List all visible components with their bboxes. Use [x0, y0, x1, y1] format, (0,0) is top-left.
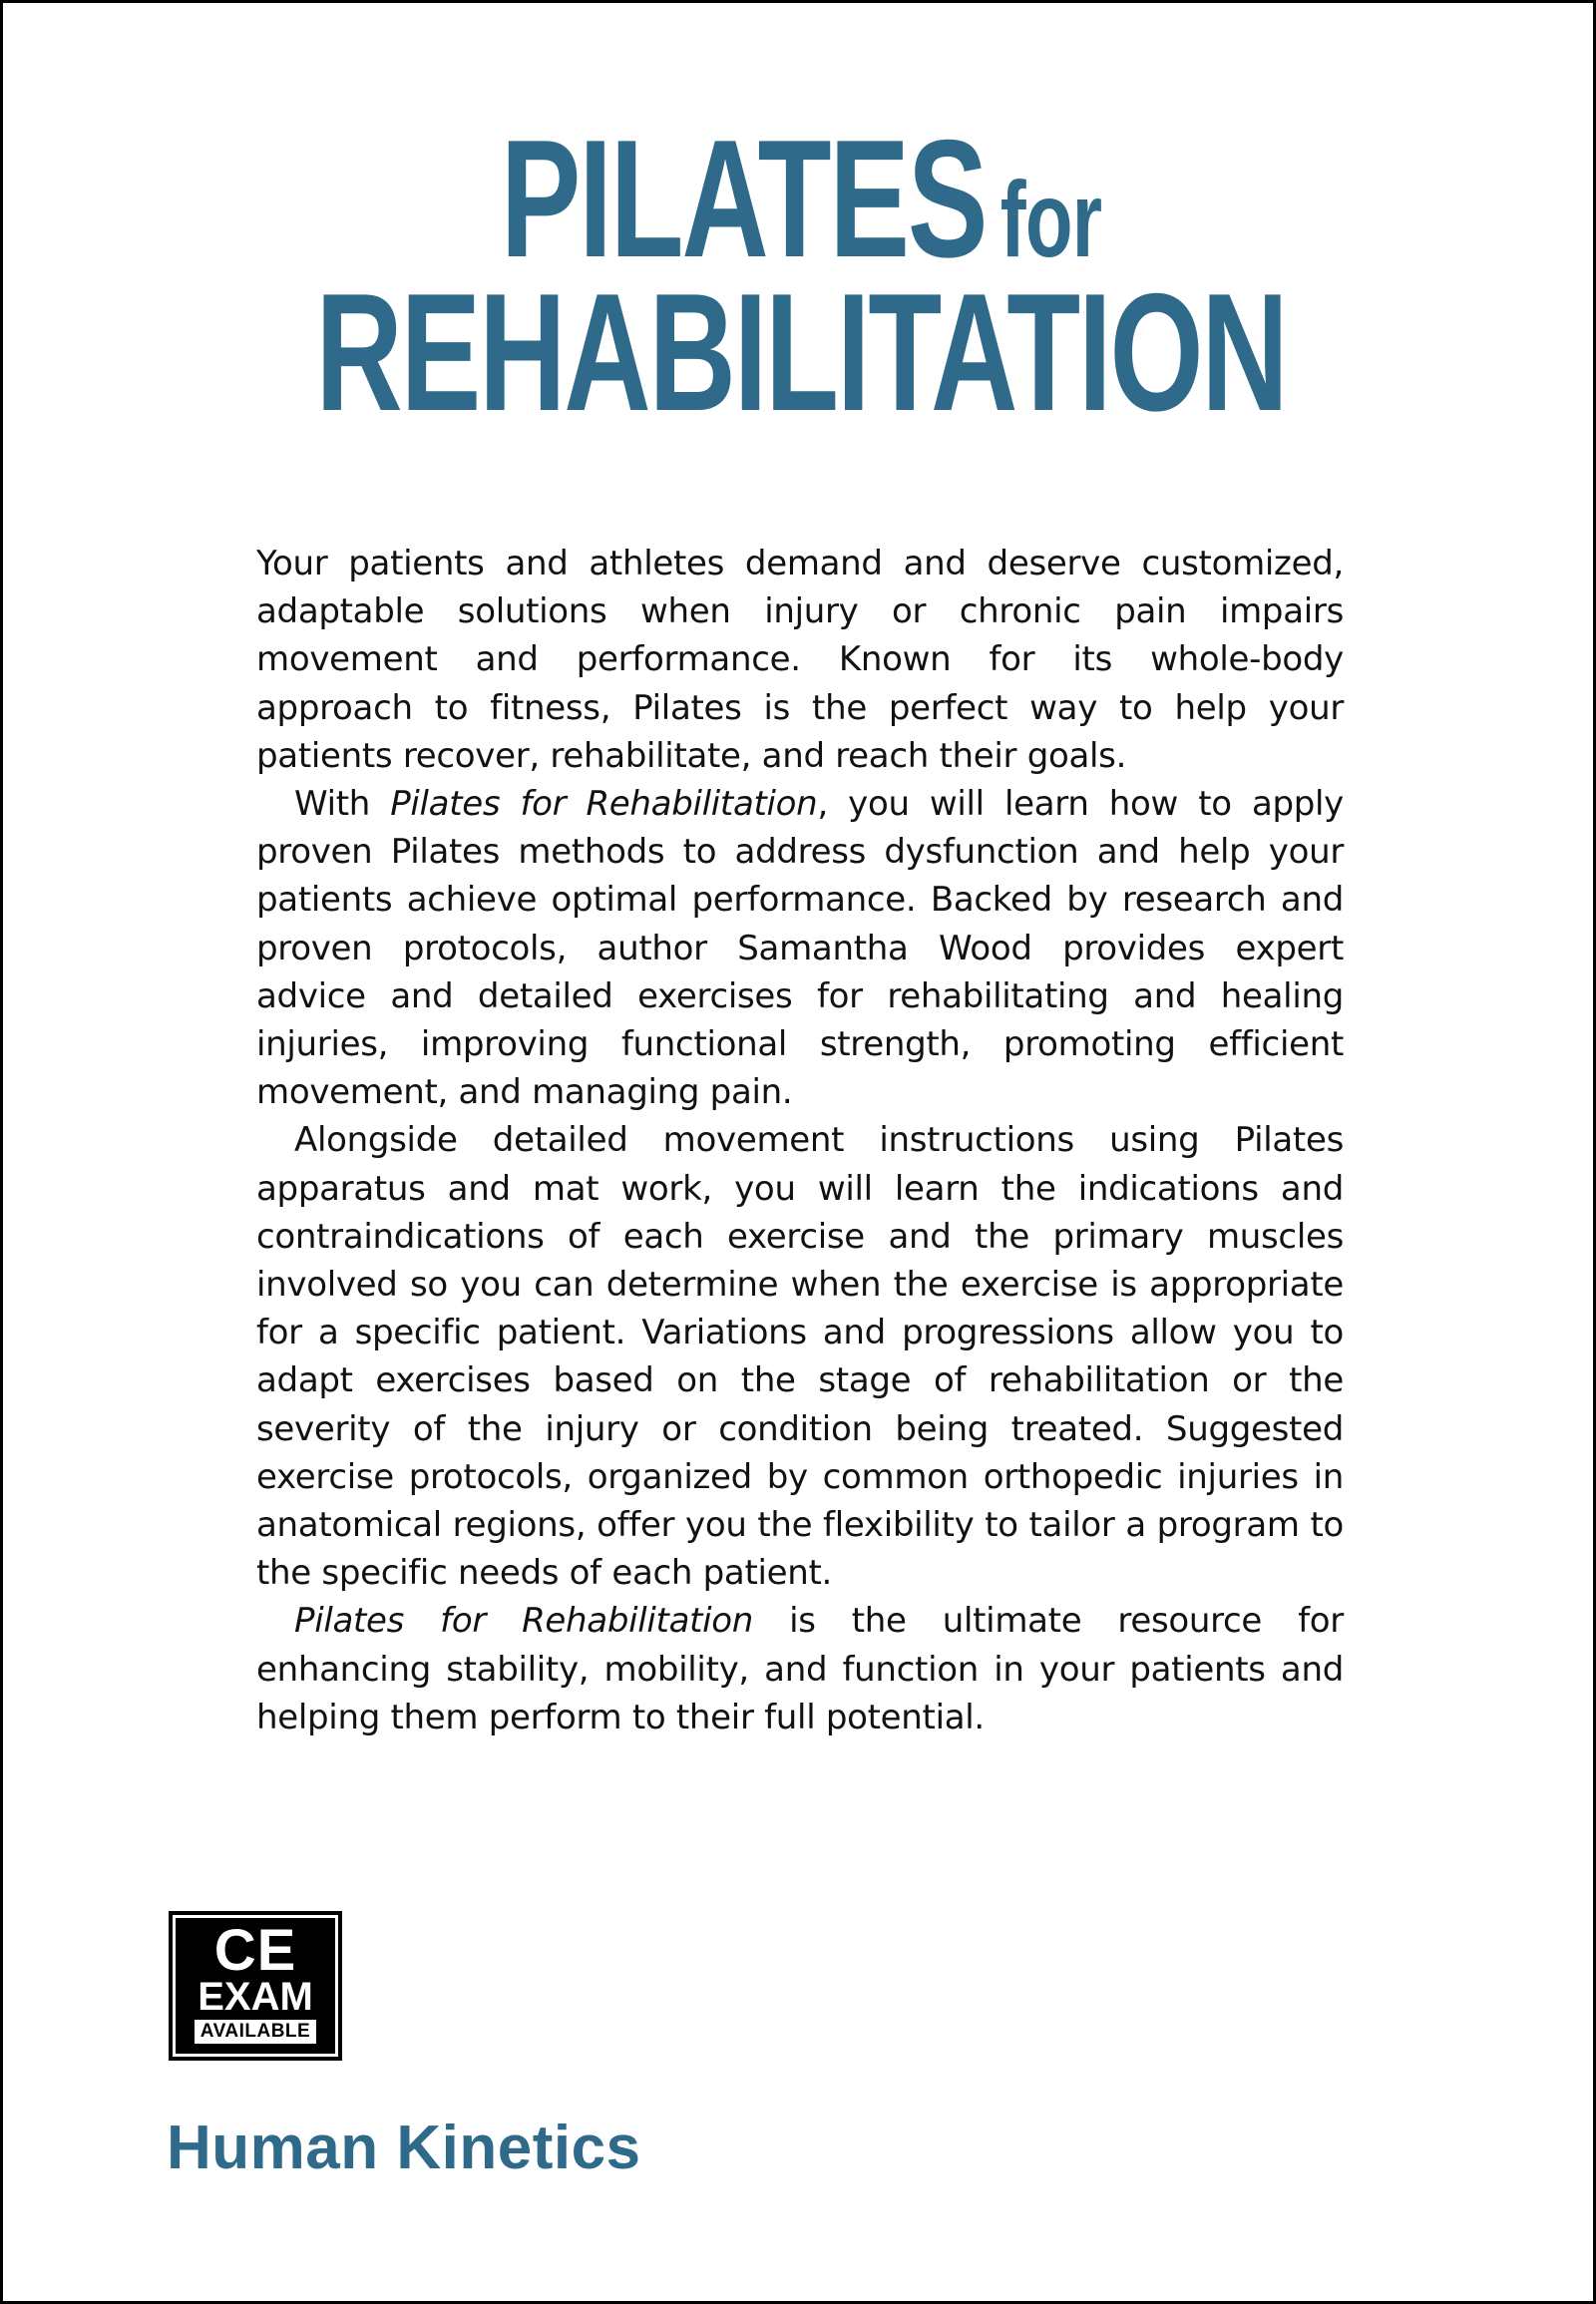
- title-pilates: PILATES: [500, 105, 987, 292]
- description-paragraph-4: [256, 1597, 1344, 1741]
- ce-exam-badge: [169, 1911, 342, 2061]
- title-for: for: [999, 159, 1102, 279]
- description-p2-start: With: [294, 784, 391, 825]
- badge-ce-text: CE: [213, 1918, 297, 1983]
- badge-exam-text: EXAM: [198, 1975, 313, 2019]
- publisher-logo: Human Kinetics: [167, 2113, 641, 2182]
- ce-exam-badge-inner: [173, 1915, 338, 2057]
- description-p2-book-title: Pilates for Rehabilitation: [390, 784, 818, 825]
- description-p4-rest: is the ultimate resource for enhancing stability, mobility, and function in your patients and helping them perform to their full potential.: [256, 1601, 1344, 1737]
- description-paragraph-1: Your patients and athletes demand and deserve customized, adaptable solutions when injury or chronic pain impairs movement and performance. Known for its whole-body approach to fitness, Pilates is the perfect way to help your patients recover, rehabilitate, and reach their goals.: [256, 544, 1344, 776]
- description-paragraph-3: Alongside detailed movement instructions using Pilates apparatus and mat work, you will learn the indications and contraindications of each exercise and the primary muscles involved so you can determine when the exercise is appropriate for a specific patient. Variations and progressions allow you to adapt exercises based on the stage of rehabilitation or the severity of the injury or condition being treated. Suggested exercise protocols, organized by common orthopedic injuries in anatomical regions, offer you the flexibility to tailor a program to the specific needs of each patient.: [256, 1120, 1344, 1594]
- description-p2-rest: , you will learn how to apply proven Pilates methods to address dysfunction and help your patients achieve optimal performance. Backed by research and proven protocols, author Samantha Wood provides expert advice and detailed exercises for rehabilitating and healing injuries, improving functional strength, promoting efficient movement, and managing pain.: [256, 784, 1345, 1113]
- description-paragraph-2: [256, 780, 1344, 1116]
- description-p4-book-title: Pilates for Rehabilitation: [294, 1601, 754, 1642]
- book-title-line-2: REHABILITATION: [315, 258, 1287, 446]
- badge-available-text: AVAILABLE: [195, 2020, 316, 2044]
- book-title-line-1: [226, 105, 1376, 292]
- book-description: [256, 540, 1344, 1741]
